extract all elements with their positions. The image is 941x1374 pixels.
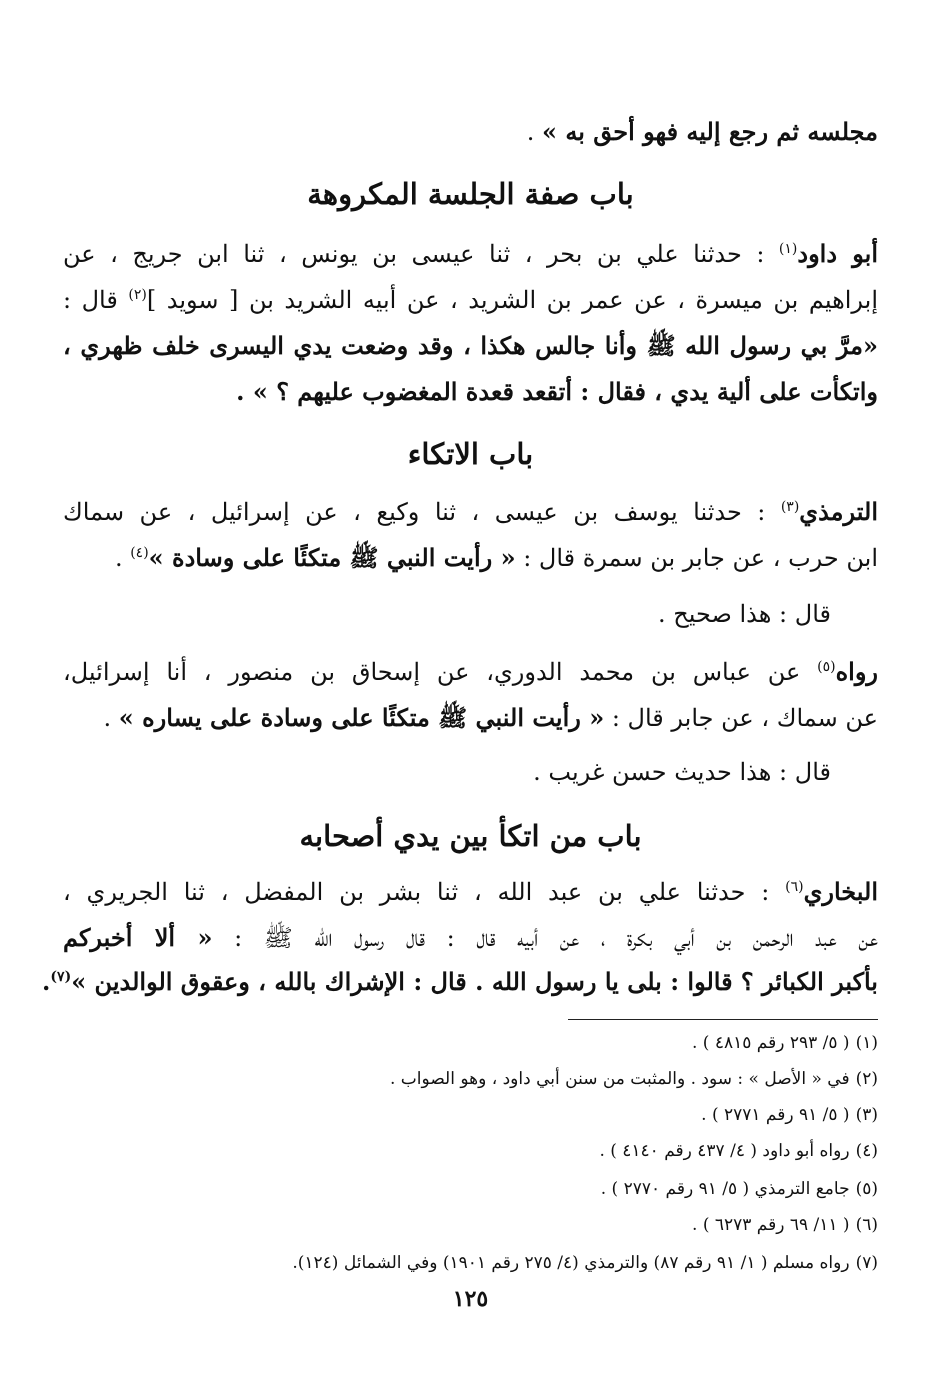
plain-text: . xyxy=(42,967,51,996)
footnote-text: جامع الترمذي ( ٥/ ٩١ رقم ٢٧٧٠ ) . xyxy=(600,1179,850,1199)
footnote-ref[interactable]: (٤) xyxy=(130,545,149,561)
text-line xyxy=(63,652,878,692)
footnote-number: (٥) xyxy=(855,1179,878,1199)
text-line: «مرَّ بي رسول الله ﷺ وأنا جالس هكذا ، وقد وضعت يدي اليسرى خلف ظهري ، xyxy=(63,331,878,360)
footnote-ref[interactable]: (٥) xyxy=(817,659,836,675)
footnote-text: رواه أبو داود ( ٤/ ٤٣٧ رقم ٤١٤٠ ) . xyxy=(599,1141,850,1161)
plain-text: . xyxy=(526,118,542,146)
footnote-text: رواه مسلم ( ١/ ٩١ رقم ٨٧) والترمذي (٤/ ٢٧٥ رقم ١٩٠١) وفي الشمائل (١٢٤). xyxy=(292,1253,850,1273)
narrator-name: الترمذي xyxy=(799,497,878,526)
plain-text: إبراهيم بن ميسرة ، عن عمر بن الشريد ، عن أبيه الشريد بن [ سويد ] xyxy=(146,286,878,314)
footnote xyxy=(63,1136,878,1166)
text-line xyxy=(63,872,878,912)
narrator-name: رواه xyxy=(835,657,878,686)
footnote xyxy=(63,1248,878,1278)
footnote-ref[interactable]: (٣) xyxy=(780,499,800,515)
footnote xyxy=(63,1210,878,1240)
footnote-ref[interactable]: (٦) xyxy=(785,879,804,895)
plain-text: ابن حرب ، عن جابر بن سمرة قال : xyxy=(515,544,878,572)
plain-text: . xyxy=(103,704,119,732)
footnote-text: ( ٥/ ٢٩٣ رقم ٤٨١٥ ) . xyxy=(692,1033,850,1053)
section-heading: باب الاتكاء xyxy=(407,437,534,471)
footnote xyxy=(63,1174,878,1204)
footnote-ref[interactable]: (٢) xyxy=(128,287,147,303)
section-heading: باب من اتكأ بين يدي أصحابه xyxy=(299,819,642,853)
footnote-ref[interactable]: (٧) xyxy=(50,969,72,985)
text-line xyxy=(42,962,878,1002)
footnote-number: (٤) xyxy=(855,1141,878,1161)
plain-text: : حدثنا علي بن بحر ، ثنا عيسى بن يونس ، ثنا ابن جريج ، عن xyxy=(63,240,779,268)
page-number: ١٢٥ xyxy=(452,1286,489,1312)
text-line: واتكأت على ألية يدي ، فقال : أتقعد قعدة المغضوب عليهم ؟ » . xyxy=(236,377,878,406)
bold-text: « رأيت النبي ﷺ متكئًا على وسادة » xyxy=(148,543,516,572)
footnote xyxy=(63,1100,878,1130)
plain-text: عن سماك ، عن جابر قال : xyxy=(604,704,878,732)
footnote-number: (٢) xyxy=(855,1069,878,1089)
narrator-name: البخاري xyxy=(803,877,878,906)
plain-text: قال : xyxy=(63,286,129,314)
text-line xyxy=(63,698,878,738)
plain-text: . xyxy=(114,544,131,572)
narrator-name: أبو داود xyxy=(797,239,879,268)
plain-text: : حدثنا علي بن عبد الله ، ثنا بشر بن المفضل ، ثنا الجريري ، xyxy=(63,878,786,906)
section-heading: باب صفة الجلسة المكروهة xyxy=(307,177,634,211)
bold-text: « رأيت النبي ﷺ متكئًا على وسادة على يساره » xyxy=(118,703,605,732)
text-line xyxy=(63,112,878,152)
text-line: قال : هذا حديث حسن غريب . xyxy=(533,758,831,786)
text-line xyxy=(63,538,878,578)
plain-text: عن عبد الرحمن بن أبي بكرة ، عن أبيه قال : قال رسول الله ﷺ : xyxy=(212,924,879,952)
text-line: قال : هذا صحيح . xyxy=(658,600,831,628)
text-line xyxy=(63,280,878,320)
text-line xyxy=(63,918,878,958)
text-line xyxy=(63,234,878,274)
footnote-text: ( ٥/ ٩١ رقم ٢٧٧١ ) . xyxy=(701,1105,850,1125)
plain-text: عن عباس بن محمد الدوري، عن إسحاق بن منصور ، أنا إسرائيل، xyxy=(63,658,818,686)
bold-text: « ألا أخبركم xyxy=(63,923,213,952)
footnote-separator xyxy=(568,1019,878,1020)
footnote xyxy=(63,1028,878,1058)
footnote-number: (٦) xyxy=(855,1215,878,1235)
text-line xyxy=(63,492,878,532)
footnote-number: (٣) xyxy=(855,1105,878,1125)
bold-text: بأكبر الكبائر ؟ قالوا : بلى يا رسول الله . قال : الإشراك بالله ، وعقوق الوالدين » xyxy=(71,967,878,996)
footnote-text: في « الأصل » : سود . والمثبت من سنن أبي داود ، وهو الصواب . xyxy=(390,1069,850,1089)
plain-text: : حدثنا يوسف بن عيسى ، ثنا وكيع ، عن إسرائيل ، عن سماك xyxy=(63,498,781,526)
footnote-number: (١) xyxy=(855,1033,878,1053)
bold-text: مجلسه ثم رجع إليه فهو أحق به » xyxy=(542,117,878,146)
footnote-ref[interactable]: (١) xyxy=(778,241,798,257)
footnote-number: (٧) xyxy=(855,1253,878,1273)
footnote xyxy=(63,1064,878,1094)
footnote-text: ( ١١/ ٦٩ رقم ٦٢٧٣ ) . xyxy=(692,1215,850,1235)
